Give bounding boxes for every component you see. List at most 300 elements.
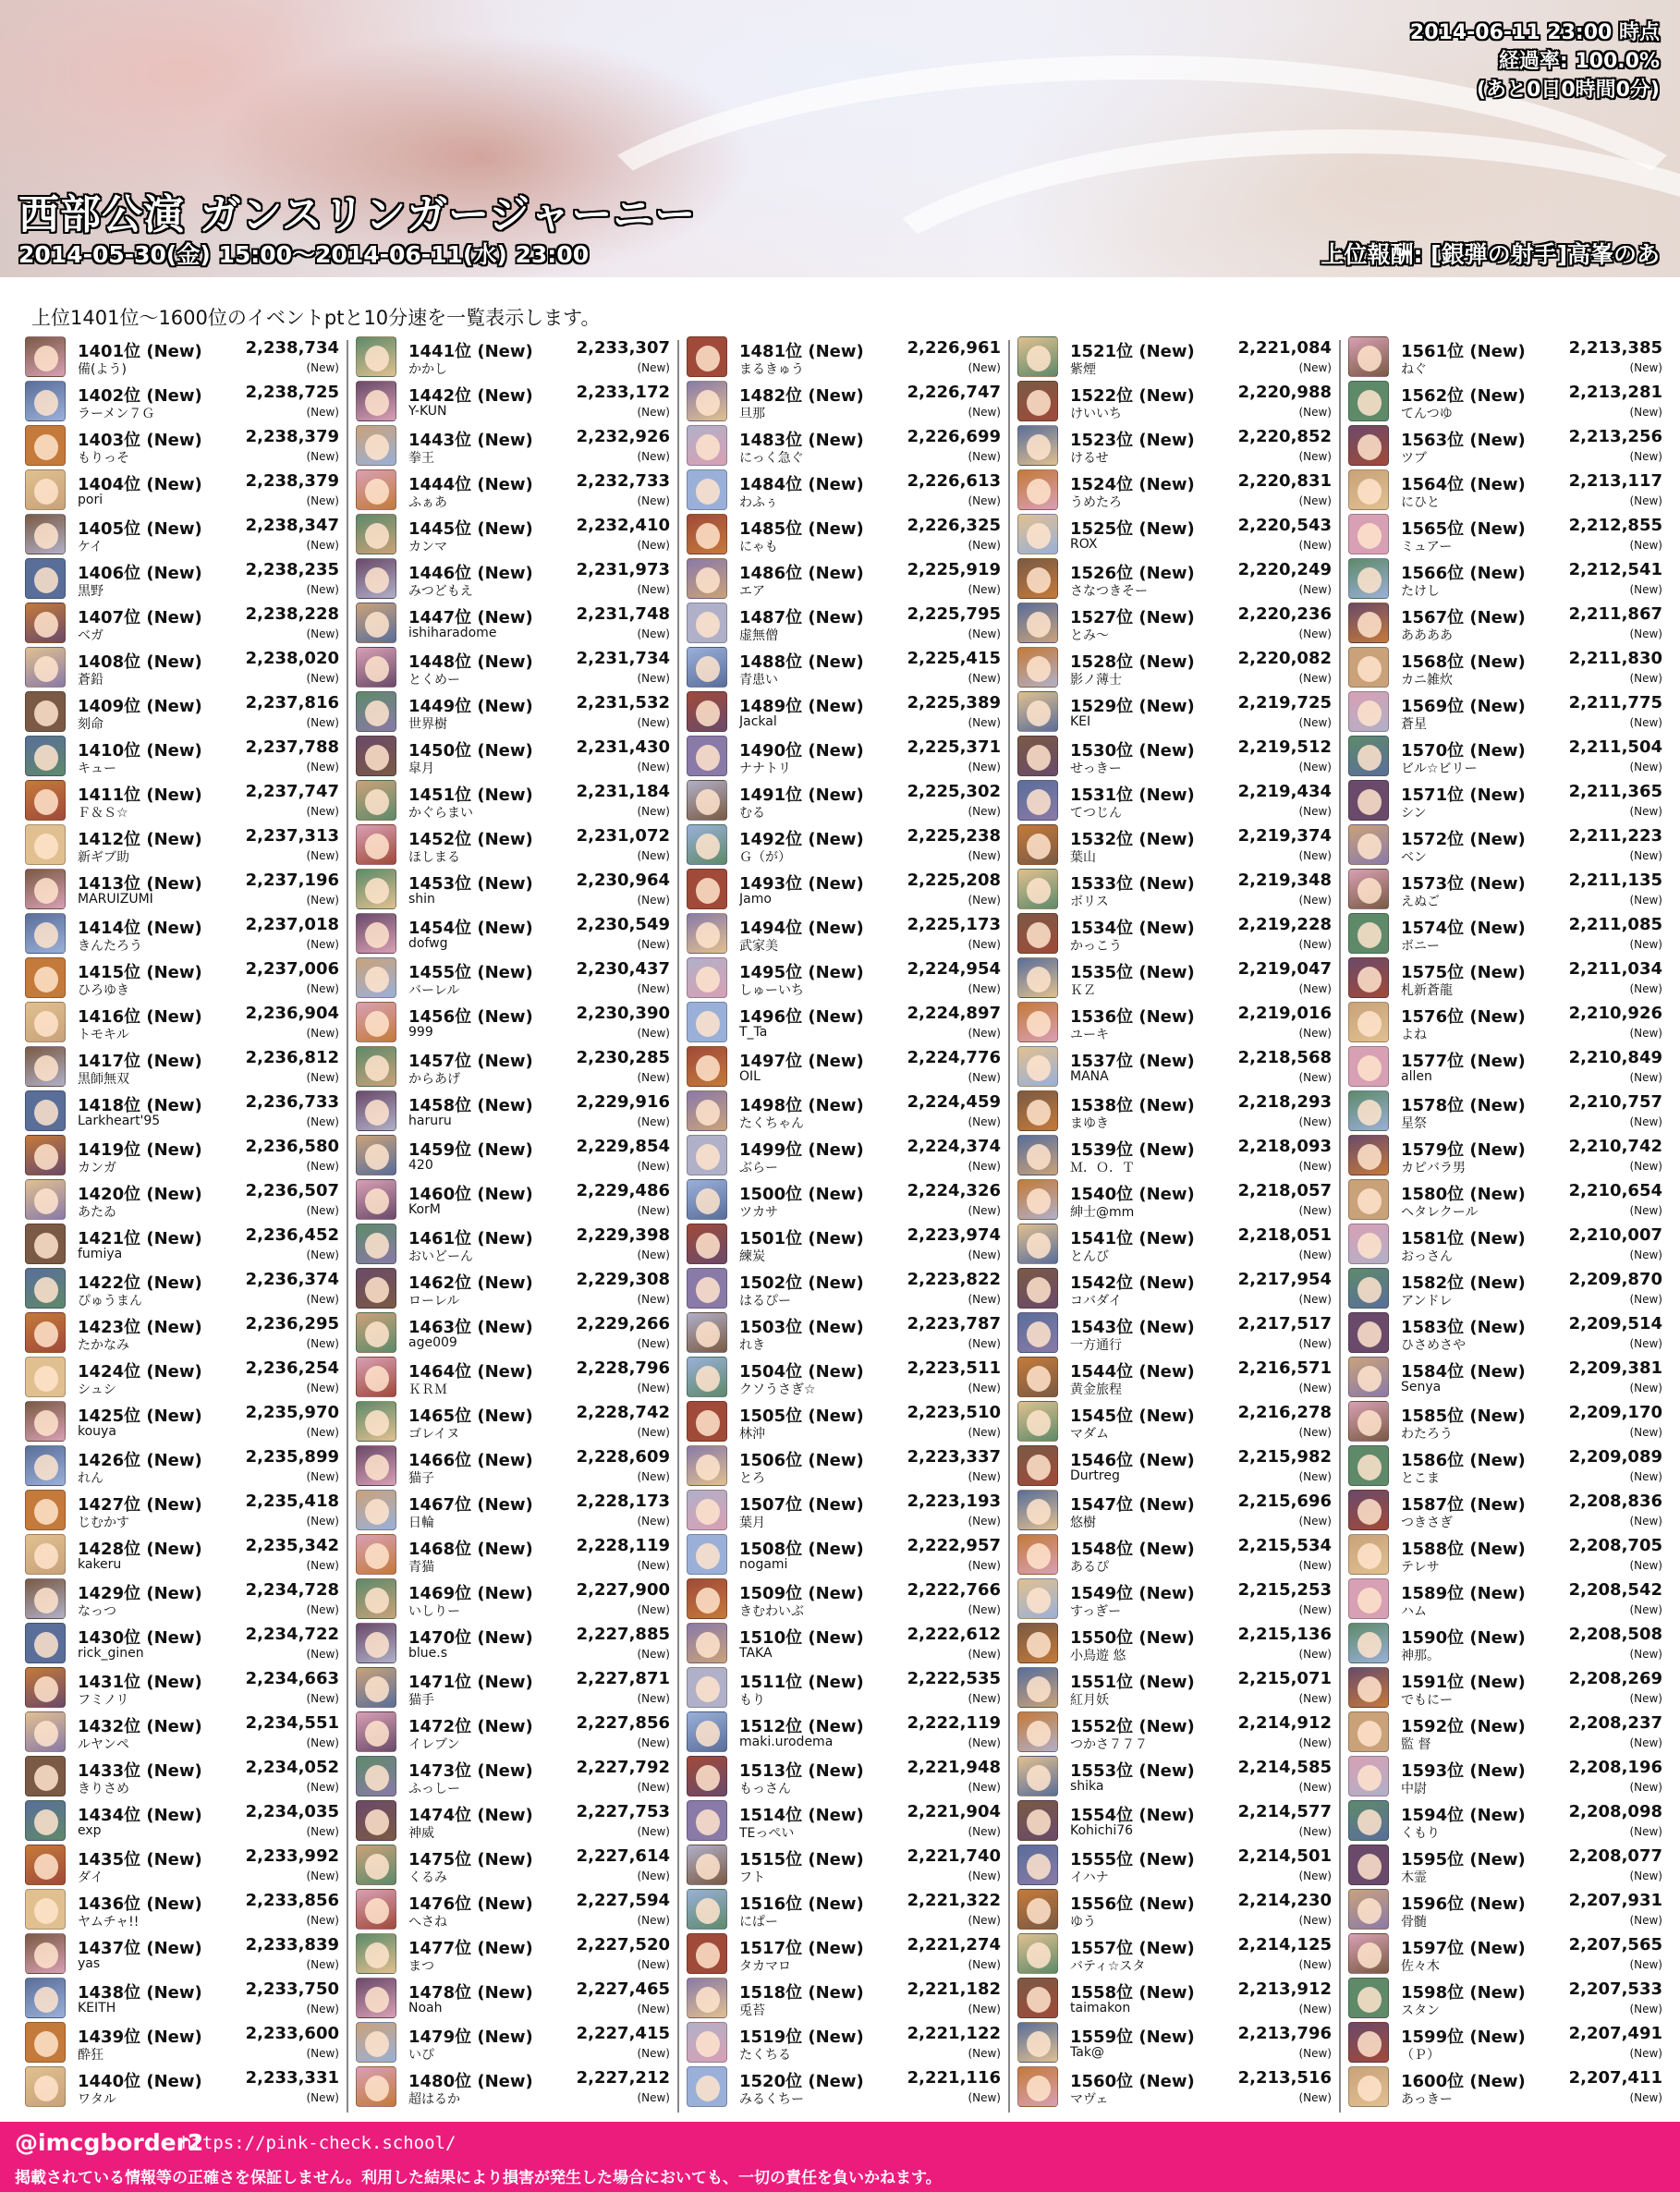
ranking-entry[interactable]: [685, 512, 1001, 556]
ranking-entry[interactable]: [685, 2064, 1001, 2109]
ranking-entry[interactable]: [354, 1399, 670, 1443]
idol-portrait-icon: [1017, 1933, 1058, 1974]
ranking-entry[interactable]: [23, 1089, 339, 1133]
ranking-entry[interactable]: [685, 1177, 1001, 1222]
ranking-entry[interactable]: [23, 1310, 339, 1355]
ten-minute-speed: (New): [1298, 406, 1332, 419]
ranking-entry[interactable]: [354, 556, 670, 601]
ranking-entry[interactable]: [354, 1976, 670, 2020]
ranking-entry[interactable]: [23, 1177, 339, 1222]
ranking-entry[interactable]: [1016, 1177, 1332, 1222]
ranking-entry[interactable]: [1016, 778, 1332, 822]
ranking-entry[interactable]: [685, 822, 1001, 867]
ten-minute-speed: (New): [637, 1958, 670, 1971]
ranking-entry[interactable]: [685, 1443, 1001, 1488]
ranking-entry[interactable]: [23, 468, 339, 512]
ranking-entry[interactable]: [354, 822, 670, 867]
ten-minute-speed: (New): [1298, 938, 1332, 951]
ranking-entry[interactable]: [685, 1266, 1001, 1310]
ranking-entry[interactable]: [354, 1577, 670, 1621]
ranking-entry[interactable]: [1016, 1266, 1332, 1310]
ranking-entry[interactable]: [1346, 867, 1662, 911]
ranking-entry[interactable]: [1346, 645, 1662, 689]
rank-label: 1584位 (New): [1401, 1362, 1526, 1382]
idol-portrait-icon: [356, 336, 396, 377]
ranking-entry[interactable]: [1346, 468, 1662, 512]
ranking-entry[interactable]: [354, 1754, 670, 1798]
player-name: もっさん: [739, 1782, 791, 1796]
rank-label: 1574位 (New): [1401, 919, 1526, 938]
player-name: 小鳥遊 悠: [1070, 1649, 1126, 1663]
ranking-entry[interactable]: [354, 1843, 670, 1887]
ranking-entry[interactable]: [354, 468, 670, 512]
ten-minute-speed: (New): [1298, 1071, 1332, 1084]
ranking-entry[interactable]: [354, 1355, 670, 1399]
ranking-entry[interactable]: [685, 1222, 1001, 1266]
ranking-entry[interactable]: [23, 1843, 339, 1887]
ranking-entry[interactable]: [1346, 1044, 1662, 1089]
idol-portrait-icon: [356, 558, 396, 599]
ranking-entry[interactable]: [354, 1177, 670, 1222]
ranking-entry[interactable]: [23, 956, 339, 1000]
rank-label: 1597位 (New): [1401, 1939, 1526, 1958]
ranking-entry[interactable]: [354, 1089, 670, 1133]
ranking-entry[interactable]: [1346, 1000, 1662, 1044]
ranking-entry[interactable]: [1346, 1133, 1662, 1177]
ranking-entry[interactable]: [354, 335, 670, 379]
ranking-entry[interactable]: [23, 1443, 339, 1488]
ranking-entry[interactable]: [685, 335, 1001, 379]
ranking-entry[interactable]: [1016, 335, 1332, 379]
ranking-entry[interactable]: [685, 645, 1001, 689]
ranking-entry[interactable]: [23, 423, 339, 468]
event-points: 2,211,085: [1568, 915, 1662, 934]
ranking-entry[interactable]: [685, 956, 1001, 1000]
ranking-entry[interactable]: [1016, 1399, 1332, 1443]
ranking-entry[interactable]: [23, 911, 339, 956]
ranking-entry[interactable]: [354, 601, 670, 645]
ranking-entry[interactable]: [354, 1931, 670, 1976]
ranking-column: [354, 335, 670, 2116]
ranking-entry[interactable]: [685, 1665, 1001, 1710]
ranking-entry[interactable]: [685, 1399, 1001, 1443]
ten-minute-speed: (New): [1298, 1204, 1332, 1217]
rank-label: 1482位 (New): [739, 386, 864, 406]
rank-label: 1481位 (New): [739, 342, 864, 361]
idol-portrait-icon: [356, 1224, 396, 1264]
player-name: とろ: [739, 1471, 765, 1486]
ranking-entry[interactable]: [1016, 1798, 1332, 1843]
ranking-entry[interactable]: [354, 1710, 670, 1754]
ranking-entry[interactable]: [23, 778, 339, 822]
ranking-entry[interactable]: [354, 1798, 670, 1843]
ranking-entry[interactable]: [1016, 956, 1332, 1000]
player-name: 日輪: [408, 1516, 434, 1530]
ranking-entry[interactable]: [1016, 601, 1332, 645]
event-points: 2,207,565: [1568, 1935, 1662, 1955]
ranking-entry[interactable]: [354, 956, 670, 1000]
ranking-entry[interactable]: [1346, 2020, 1662, 2064]
ranking-entry[interactable]: [1016, 1355, 1332, 1399]
event-points: 2,236,452: [245, 1225, 339, 1245]
ranking-entry[interactable]: [685, 1843, 1001, 1887]
ranking-entry[interactable]: [23, 601, 339, 645]
player-name: 青患い: [739, 673, 778, 688]
ranking-entry[interactable]: [23, 1488, 339, 1532]
ranking-entry[interactable]: [685, 911, 1001, 956]
ranking-entry[interactable]: [1346, 2064, 1662, 2109]
footer: [0, 2122, 1680, 2192]
ranking-entry[interactable]: [354, 1310, 670, 1355]
player-name: ROX: [1070, 537, 1098, 552]
ranking-entry[interactable]: [1016, 1976, 1332, 2020]
ranking-entry[interactable]: [1346, 1577, 1662, 1621]
ranking-entry[interactable]: [23, 512, 339, 556]
ranking-entry[interactable]: [354, 1266, 670, 1310]
ranking-entry[interactable]: [23, 645, 339, 689]
event-points: 2,210,926: [1568, 1004, 1662, 1023]
ranking-entry[interactable]: [23, 2020, 339, 2064]
site-url-link[interactable]: https://pink-check.school/: [181, 2133, 457, 2153]
ranking-entry[interactable]: [685, 379, 1001, 423]
ranking-entry[interactable]: [685, 1931, 1001, 1976]
ranking-entry[interactable]: [685, 1577, 1001, 1621]
ten-minute-speed: (New): [1629, 1515, 1662, 1528]
ranking-entry[interactable]: [1016, 1843, 1332, 1887]
player-name: あるぴ: [1070, 1560, 1109, 1575]
player-name: テレサ: [1401, 1560, 1440, 1575]
ranking-entry[interactable]: [1016, 379, 1332, 423]
ranking-entry[interactable]: [23, 1976, 339, 2020]
ranking-entry[interactable]: [354, 2020, 670, 2064]
ranking-entry[interactable]: [354, 645, 670, 689]
ranking-entry[interactable]: [685, 1355, 1001, 1399]
ranking-entry[interactable]: [1016, 867, 1332, 911]
ranking-entry[interactable]: [1346, 734, 1662, 778]
player-name: 備(よう): [78, 362, 127, 377]
rank-label: 1478位 (New): [408, 1983, 533, 2003]
event-points: 2,211,223: [1568, 826, 1662, 846]
player-name: アンドレ: [1401, 1294, 1453, 1309]
idol-portrait-icon: [25, 558, 66, 599]
ranking-entry[interactable]: [354, 1532, 670, 1577]
ranking-entry[interactable]: [354, 1621, 670, 1665]
ranking-entry[interactable]: [1016, 2064, 1332, 2109]
idol-portrait-icon: [687, 1623, 727, 1663]
ranking-entry[interactable]: [685, 601, 1001, 645]
ranking-entry[interactable]: [685, 1754, 1001, 1798]
ranking-entry[interactable]: [1016, 689, 1332, 734]
idol-portrait-icon: [1017, 1046, 1058, 1087]
twitter-handle-link[interactable]: @imcgborder2: [15, 2129, 204, 2156]
ranking-entry[interactable]: [23, 335, 339, 379]
ranking-entry[interactable]: [354, 1488, 670, 1532]
ranking-entry[interactable]: [354, 911, 670, 956]
ranking-entry[interactable]: [1346, 1710, 1662, 1754]
ranking-entry[interactable]: [23, 689, 339, 734]
player-name: 拳王: [408, 451, 434, 466]
ranking-entry[interactable]: [1016, 2020, 1332, 2064]
player-name: kouya: [78, 1424, 116, 1439]
ranking-entry[interactable]: [23, 1000, 339, 1044]
ranking-entry[interactable]: [1016, 1754, 1332, 1798]
idol-portrait-icon: [25, 1090, 66, 1131]
ranking-entry[interactable]: [1016, 734, 1332, 778]
ranking-entry[interactable]: [685, 734, 1001, 778]
idol-portrait-icon: [687, 1312, 727, 1353]
event-points: 2,238,020: [245, 649, 339, 668]
ranking-entry[interactable]: [354, 1044, 670, 1089]
ranking-entry[interactable]: [1016, 1310, 1332, 1355]
ranking-entry[interactable]: [23, 1621, 339, 1665]
ten-minute-speed: (New): [1298, 716, 1332, 729]
ranking-entry[interactable]: [354, 2064, 670, 2109]
ranking-entry[interactable]: [23, 1355, 339, 1399]
ranking-entry[interactable]: [1346, 689, 1662, 734]
ranking-entry[interactable]: [23, 2064, 339, 2109]
ranking-entry[interactable]: [23, 1577, 339, 1621]
ranking-entry[interactable]: [685, 689, 1001, 734]
ranking-entry[interactable]: [1016, 1133, 1332, 1177]
ranking-entry[interactable]: [23, 379, 339, 423]
rank-label: 1477位 (New): [408, 1939, 533, 1958]
ranking-entry[interactable]: [685, 1133, 1001, 1177]
ranking-entry[interactable]: [685, 778, 1001, 822]
ranking-entry[interactable]: [1346, 512, 1662, 556]
rank-label: 1440位 (New): [78, 2072, 202, 2091]
idol-portrait-icon: [356, 957, 396, 998]
ranking-entry[interactable]: [685, 1044, 1001, 1089]
ranking-entry[interactable]: [685, 867, 1001, 911]
ranking-entry[interactable]: [1016, 468, 1332, 512]
ten-minute-speed: (New): [1298, 361, 1332, 374]
ranking-entry[interactable]: [1346, 956, 1662, 1000]
ranking-entry[interactable]: [1346, 335, 1662, 379]
event-points: 2,225,238: [907, 826, 1001, 846]
rank-label: 1431位 (New): [78, 1673, 202, 1692]
ranking-entry[interactable]: [1016, 822, 1332, 867]
ranking-entry[interactable]: [23, 1887, 339, 1931]
ranking-entry[interactable]: [1346, 601, 1662, 645]
ranking-entry[interactable]: [354, 734, 670, 778]
ranking-entry[interactable]: [1346, 822, 1662, 867]
ranking-entry[interactable]: [23, 1399, 339, 1443]
ranking-entry[interactable]: [1346, 1798, 1662, 1843]
ranking-entry[interactable]: [354, 1443, 670, 1488]
ten-minute-speed: (New): [637, 627, 670, 640]
ranking-entry[interactable]: [23, 1665, 339, 1710]
ranking-entry[interactable]: [1016, 1222, 1332, 1266]
ranking-entry[interactable]: [1346, 1976, 1662, 2020]
rank-label: 1555位 (New): [1070, 1850, 1195, 1869]
player-name: Noah: [408, 2001, 443, 2015]
ranking-entry[interactable]: [23, 1710, 339, 1754]
event-points: 2,226,961: [907, 338, 1001, 358]
rank-label: 1402位 (New): [78, 386, 202, 406]
ranking-entry[interactable]: [23, 1044, 339, 1089]
idol-portrait-icon: [1017, 1312, 1058, 1353]
ranking-entry[interactable]: [23, 1532, 339, 1577]
ranking-entry[interactable]: [1346, 1310, 1662, 1355]
ranking-entry[interactable]: [1016, 556, 1332, 601]
ranking-entry[interactable]: [685, 2020, 1001, 2064]
ranking-entry[interactable]: [685, 1621, 1001, 1665]
ranking-entry[interactable]: [23, 1931, 339, 1976]
ranking-entry[interactable]: [685, 556, 1001, 601]
ranking-entry[interactable]: [23, 734, 339, 778]
rank-label: 1517位 (New): [739, 1939, 864, 1958]
ranking-entry[interactable]: [354, 423, 670, 468]
rank-label: 1487位 (New): [739, 608, 864, 627]
event-points: 2,229,486: [576, 1181, 670, 1200]
ranking-entry[interactable]: [23, 556, 339, 601]
rank-label: 1464位 (New): [408, 1362, 533, 1382]
ranking-entry[interactable]: [1346, 1399, 1662, 1443]
ranking-entry[interactable]: [1016, 1621, 1332, 1665]
ranking-entry[interactable]: [354, 1665, 670, 1710]
ranking-entry[interactable]: [685, 1710, 1001, 1754]
ranking-entry[interactable]: [1016, 1044, 1332, 1089]
ranking-entry[interactable]: [354, 1222, 670, 1266]
ranking-entry[interactable]: [1016, 911, 1332, 956]
rank-label: 1439位 (New): [78, 2028, 202, 2047]
event-points: 2,235,899: [245, 1447, 339, 1467]
ten-minute-speed: (New): [1629, 1293, 1662, 1306]
ranking-entry[interactable]: [1346, 1843, 1662, 1887]
ten-minute-speed: (New): [306, 938, 339, 951]
ranking-entry[interactable]: [354, 1000, 670, 1044]
rank-label: 1525位 (New): [1070, 519, 1195, 539]
ranking-entry[interactable]: [1016, 1443, 1332, 1488]
ranking-entry[interactable]: [1346, 778, 1662, 822]
ranking-entry[interactable]: [1346, 1754, 1662, 1798]
ten-minute-speed: (New): [306, 539, 339, 552]
idol-portrait-icon: [1348, 1490, 1389, 1530]
ranking-entry[interactable]: [354, 867, 670, 911]
player-name: 青猫: [408, 1560, 434, 1575]
ranking-entry[interactable]: [685, 1310, 1001, 1355]
player-name: カピバラ男: [1401, 1161, 1466, 1175]
ranking-entry[interactable]: [1016, 1089, 1332, 1133]
ranking-entry[interactable]: [1016, 423, 1332, 468]
ranking-entry[interactable]: [1346, 1887, 1662, 1931]
ranking-entry[interactable]: [354, 512, 670, 556]
event-points: 2,211,867: [1568, 604, 1662, 624]
ten-minute-speed: (New): [637, 1692, 670, 1705]
ten-minute-speed: (New): [1629, 1781, 1662, 1794]
event-points: 2,221,116: [907, 2068, 1001, 2088]
ranking-entry[interactable]: [1346, 911, 1662, 956]
rank-label: 1511位 (New): [739, 1673, 864, 1692]
ranking-entry[interactable]: [1346, 1177, 1662, 1222]
ranking-entry[interactable]: [1346, 1621, 1662, 1665]
player-name: わふぅ: [739, 495, 778, 510]
idol-portrait-icon: [687, 1401, 727, 1442]
ten-minute-speed: (New): [637, 805, 670, 818]
player-name: TAKA: [739, 1646, 773, 1661]
idol-portrait-icon: [1017, 1534, 1058, 1575]
ranking-entry[interactable]: [1016, 512, 1332, 556]
ranking-entry[interactable]: [23, 867, 339, 911]
ranking-entry[interactable]: [23, 1222, 339, 1266]
event-points: 2,229,916: [576, 1092, 670, 1112]
ranking-entry[interactable]: [1016, 1577, 1332, 1621]
idol-portrait-icon: [1017, 1756, 1058, 1796]
ranking-entry[interactable]: [1346, 1488, 1662, 1532]
ranking-entry[interactable]: [1016, 645, 1332, 689]
ranking-entry[interactable]: [685, 423, 1001, 468]
idol-portrait-icon: [1348, 1800, 1389, 1841]
ranking-entry[interactable]: [23, 1266, 339, 1310]
ranking-entry[interactable]: [354, 689, 670, 734]
idol-portrait-icon: [25, 736, 66, 776]
ranking-entry[interactable]: [1016, 1887, 1332, 1931]
ranking-entry[interactable]: [1346, 1266, 1662, 1310]
ranking-entry[interactable]: [1016, 1488, 1332, 1532]
ranking-entry[interactable]: [685, 468, 1001, 512]
ranking-entry[interactable]: [685, 1887, 1001, 1931]
event-points: 2,236,733: [245, 1092, 339, 1112]
ranking-entry[interactable]: [1346, 1532, 1662, 1577]
ranking-entry[interactable]: [23, 822, 339, 867]
ranking-entry[interactable]: [685, 1798, 1001, 1843]
ranking-entry[interactable]: [23, 1798, 339, 1843]
ranking-entry[interactable]: [23, 1133, 339, 1177]
ranking-entry[interactable]: [354, 379, 670, 423]
idol-portrait-icon: [1348, 381, 1389, 421]
rank-label: 1401位 (New): [78, 342, 202, 361]
ranking-entry[interactable]: [1016, 1665, 1332, 1710]
event-points: 2,227,885: [576, 1625, 670, 1644]
idol-portrait-icon: [25, 1445, 66, 1486]
ranking-entry[interactable]: [354, 1133, 670, 1177]
ranking-entry[interactable]: [1346, 556, 1662, 601]
ten-minute-speed: (New): [1629, 894, 1662, 907]
ranking-entry[interactable]: [1346, 1931, 1662, 1976]
ranking-entry[interactable]: [23, 1754, 339, 1798]
ranking-entry[interactable]: [1346, 1443, 1662, 1488]
ranking-entry[interactable]: [1346, 423, 1662, 468]
rank-label: 1593位 (New): [1401, 1761, 1526, 1781]
ranking-entry[interactable]: [1016, 1532, 1332, 1577]
ranking-entry[interactable]: [685, 1000, 1001, 1044]
ten-minute-speed: (New): [637, 716, 670, 729]
rank-label: 1510位 (New): [739, 1628, 864, 1648]
ranking-entry[interactable]: [1346, 1355, 1662, 1399]
ranking-entry[interactable]: [685, 1488, 1001, 1532]
rank-label: 1458位 (New): [408, 1096, 533, 1115]
rank-label: 1557位 (New): [1070, 1939, 1195, 1958]
ranking-entry[interactable]: [1016, 1931, 1332, 1976]
ranking-entry[interactable]: [685, 1976, 1001, 2020]
player-name: マダム: [1070, 1427, 1109, 1442]
ranking-entry[interactable]: [1346, 1665, 1662, 1710]
ranking-entry[interactable]: [354, 778, 670, 822]
ranking-entry[interactable]: [1346, 1222, 1662, 1266]
ranking-entry[interactable]: [685, 1532, 1001, 1577]
ranking-entry[interactable]: [685, 1089, 1001, 1133]
player-name: 星祭: [1401, 1116, 1427, 1131]
ranking-entry[interactable]: [1346, 379, 1662, 423]
idol-portrait-icon: [1348, 1933, 1389, 1974]
ten-minute-speed: (New): [1629, 450, 1662, 463]
ranking-entry[interactable]: [1346, 1089, 1662, 1133]
ranking-entry[interactable]: [1016, 1000, 1332, 1044]
event-points: 2,226,699: [907, 427, 1001, 446]
event-points: 2,234,663: [245, 1669, 339, 1688]
ranking-entry[interactable]: [354, 1887, 670, 1931]
ranking-entry[interactable]: [1016, 1710, 1332, 1754]
